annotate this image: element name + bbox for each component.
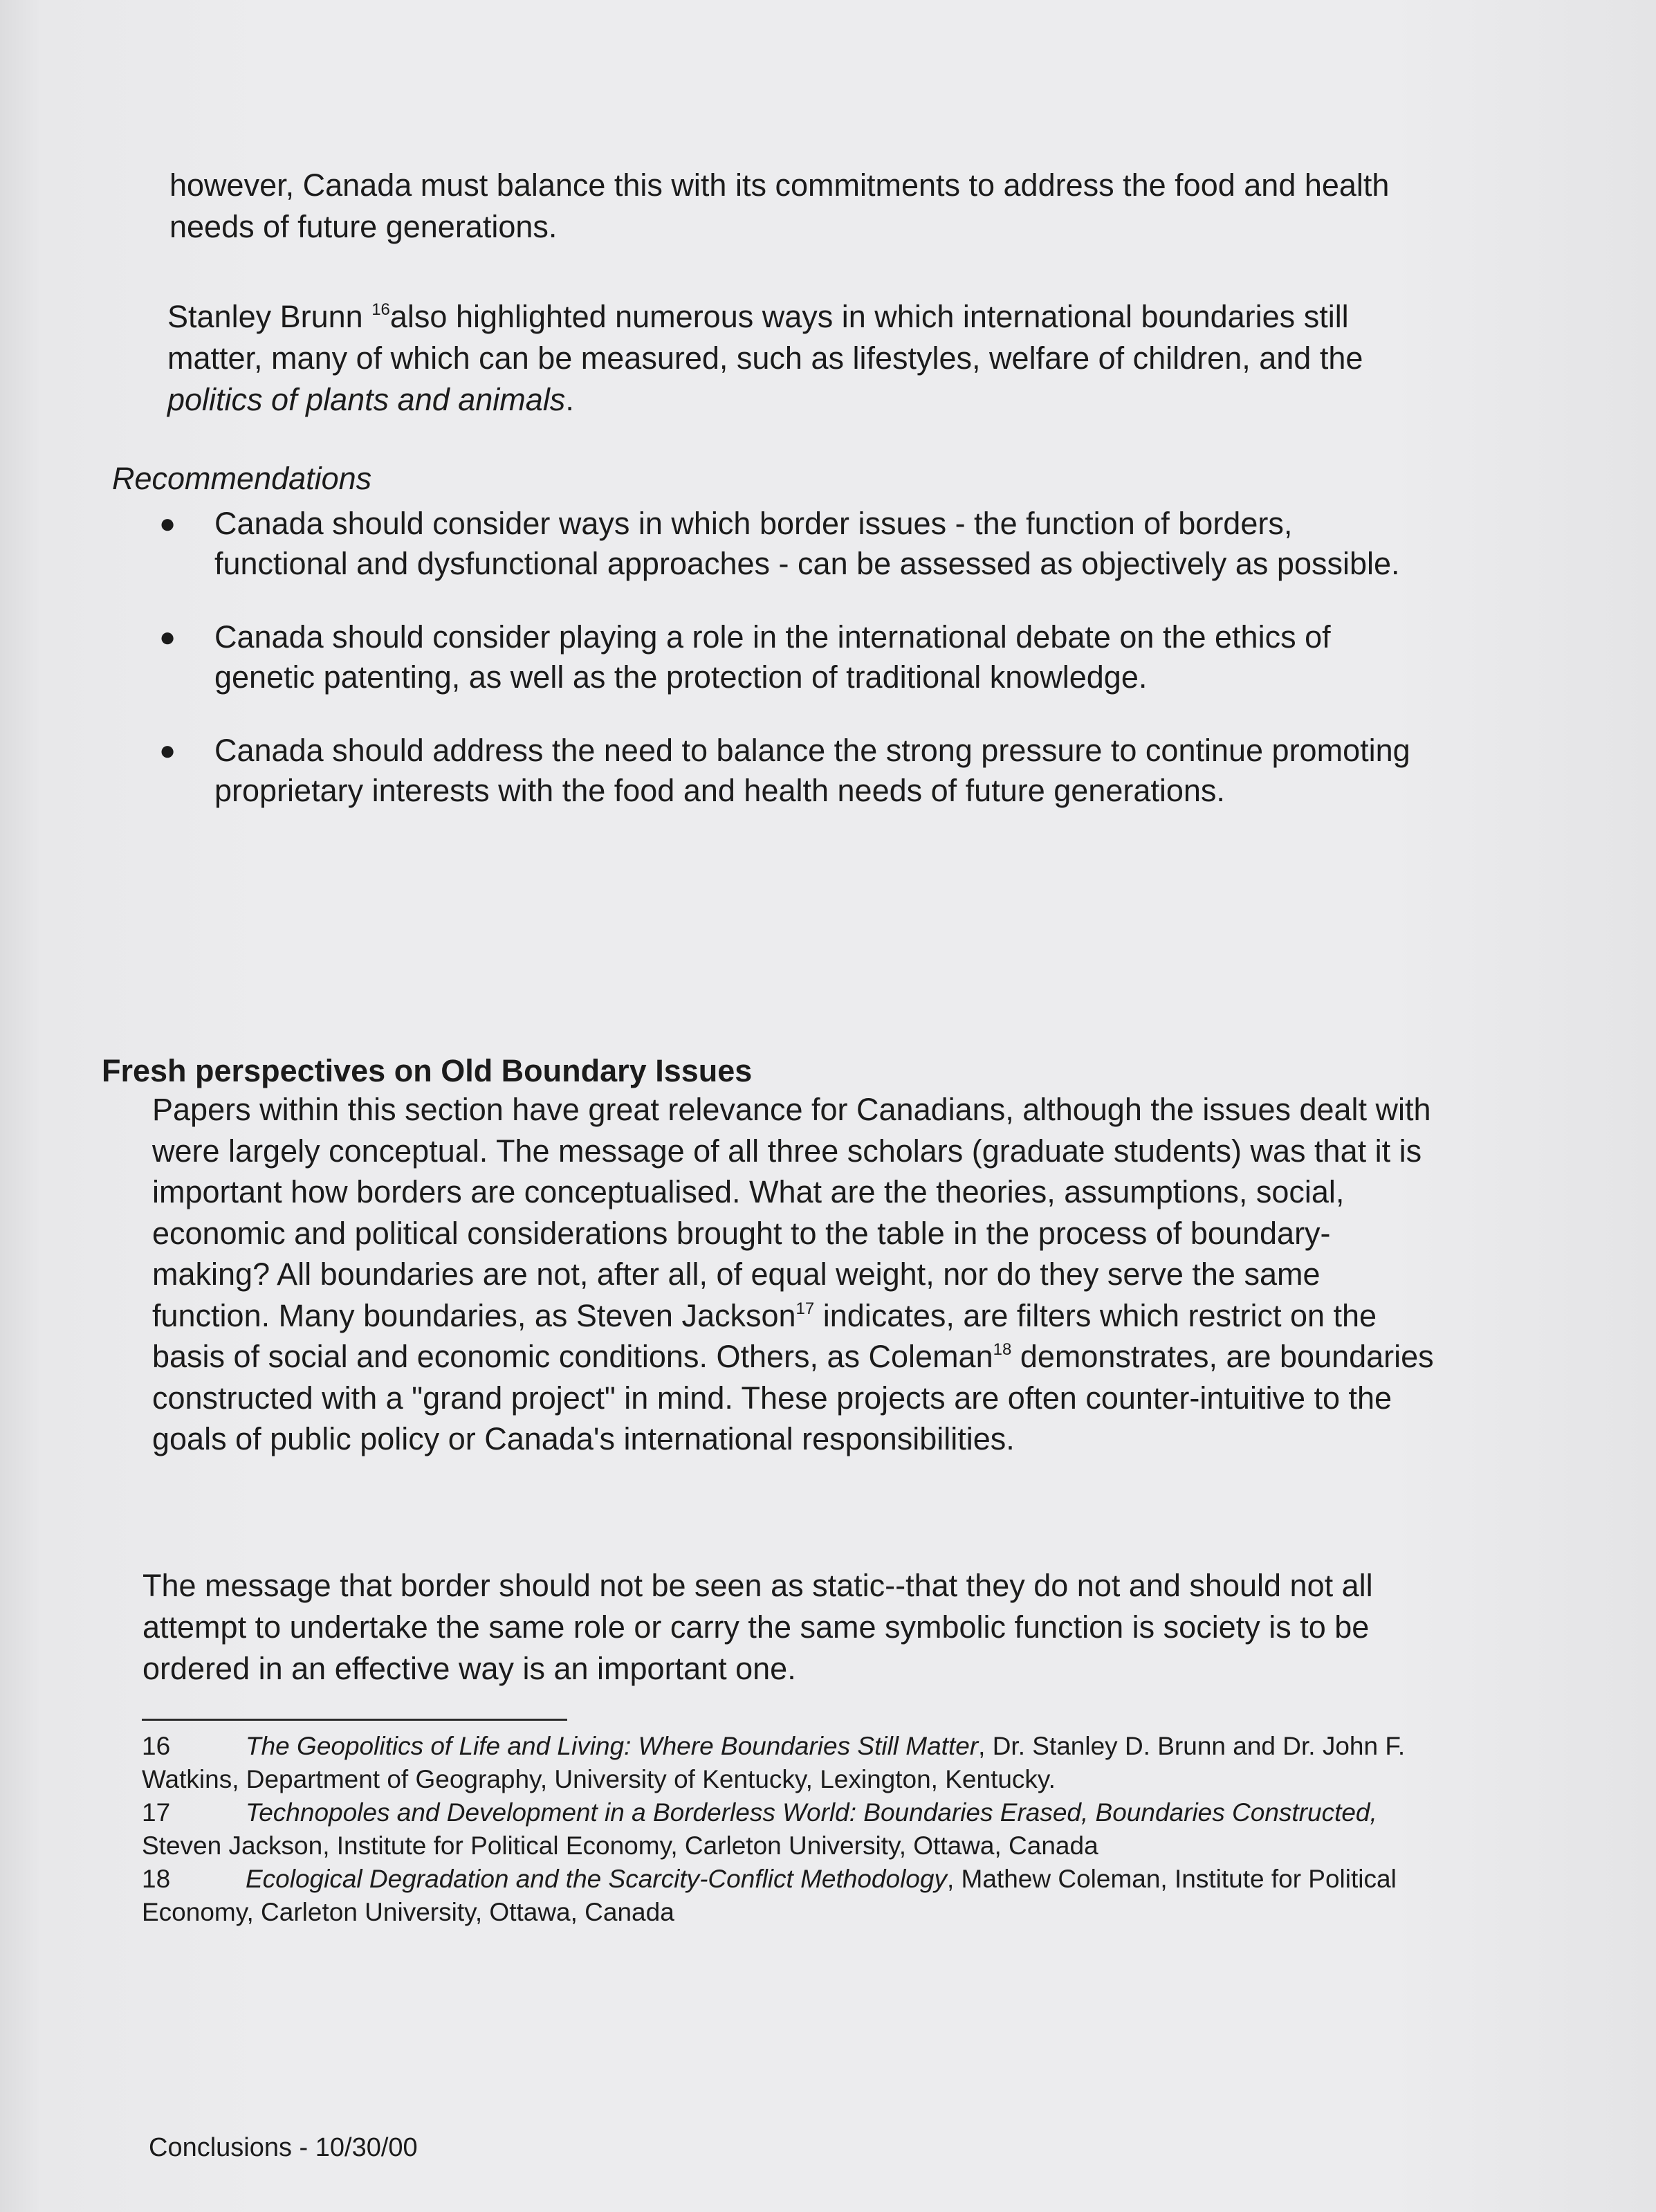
footnote-title: The Geopolitics of Life and Living: Where Boundaries Still Matter — [246, 1732, 979, 1760]
footnote-rest: , Mathew Coleman, Institute for Political Economy, Carleton University, Ottawa, Canada — [142, 1865, 1397, 1926]
footnote-ref-18: 18 — [993, 1340, 1012, 1359]
section-paragraph-2-text: The message that border should not be seen as static--that they do not and should not all attempt to undertake the same role or carry the same symbolic function is society is to be ordered in an effective way is an important one. — [142, 1568, 1373, 1686]
section-paragraph-1-part-c: demonstrates, are boundaries constructed with a "grand project" in mind. These projects are often counter-intuitive to the goals of public policy or Canada's international responsibilities. — [152, 1339, 1434, 1456]
recommendation-item — [159, 731, 1418, 811]
footnote-number: 17 — [142, 1798, 171, 1827]
footnote-ref-17: 17 — [795, 1299, 815, 1318]
footnote-rest: , Dr. Stanley D. Brunn and Dr. John F. Watkins, Department of Geography, University of Kentucky, Lexington, Kentucky. — [142, 1732, 1406, 1793]
footnote-rest: Steven Jackson, Institute for Political Economy, Carleton University, Ottawa, Canada — [142, 1831, 1098, 1860]
recommendation-text: Canada should address the need to balance the strong pressure to continue promoting proprietary interests with the food and health needs of future generations. — [214, 733, 1410, 808]
intro-paragraph-2 — [167, 296, 1378, 421]
section-paragraph-1-part-b: indicates, are filters which restrict on the basis of social and economic conditions. Others, as Coleman — [152, 1297, 1377, 1374]
bullet-icon: ● — [159, 622, 176, 652]
section-heading: Fresh perspectives on Old Boundary Issues — [102, 1053, 753, 1088]
intro-paragraph-2-text — [167, 296, 1378, 421]
footnote-title: Technopoles and Development in a Borderless World: Boundaries Erased, Boundaries Constructed, — [246, 1798, 1377, 1827]
intro-paragraph-1 — [169, 165, 1456, 248]
section-paragraph-1-text — [152, 1089, 1439, 1460]
bullet-icon: ● — [159, 735, 176, 766]
section-paragraph-1-part-a: Papers within this section have great relevance for Canadians, although the issues dealt with were largely conceptual. The message of all three scholars (graduate students) was that it is important how borders are conceptualised. What are the theories, assumptions, social, economic and political considerations brought to the table in the process of boundary-making? All boundaries are not, after all, of equal weight, nor do they serve the same function. Many boundaries, as Steven Jackson — [152, 1092, 1431, 1333]
footnote-ref-16: 16 — [371, 300, 390, 319]
page-footer: Conclusions - 10/30/00 — [149, 2133, 418, 2162]
intro-paragraph-2-mid: also highlighted numerous ways in which international boundaries still matter, many of which can be measured, such as lifestyles, welfare of children, and the — [167, 299, 1363, 376]
intro-paragraph-2-prefix: Stanley Brunn — [167, 299, 372, 334]
footnote-16 — [142, 1730, 1415, 1796]
recommendation-text: Canada should consider ways in which border issues - the function of borders, functional and dysfunctional approaches - can be assessed as objectively as possible. — [214, 506, 1400, 581]
footnote-divider — [142, 1719, 567, 1721]
footnote-number: 16 — [142, 1732, 171, 1760]
bullet-icon: ● — [159, 509, 176, 539]
intro-paragraph-2-suffix: . — [565, 382, 574, 417]
intro-paragraph-2-italic: politics of plants and animals — [167, 382, 566, 417]
section-paragraph-1 — [152, 1089, 1439, 1460]
footnotes — [142, 1730, 1415, 1929]
recommendation-text: Canada should consider playing a role in the international debate on the ethics of genetic patenting, as well as the protection of traditional knowledge. — [214, 619, 1331, 695]
recommendation-item — [159, 617, 1418, 697]
section-paragraph-2 — [142, 1565, 1374, 1690]
recommendations-list — [159, 504, 1418, 811]
footnote-title: Ecological Degradation and the Scarcity-Conflict Methodology — [246, 1865, 947, 1893]
footnote-17 — [142, 1796, 1415, 1863]
recommendations-heading: Recommendations — [112, 461, 372, 496]
footnote-18 — [142, 1863, 1415, 1929]
intro-paragraph-1-text: however, Canada must balance this with its commitments to address the food and health needs of future generations. — [169, 167, 1390, 244]
recommendation-item — [159, 504, 1418, 584]
footnote-number: 18 — [142, 1865, 171, 1893]
